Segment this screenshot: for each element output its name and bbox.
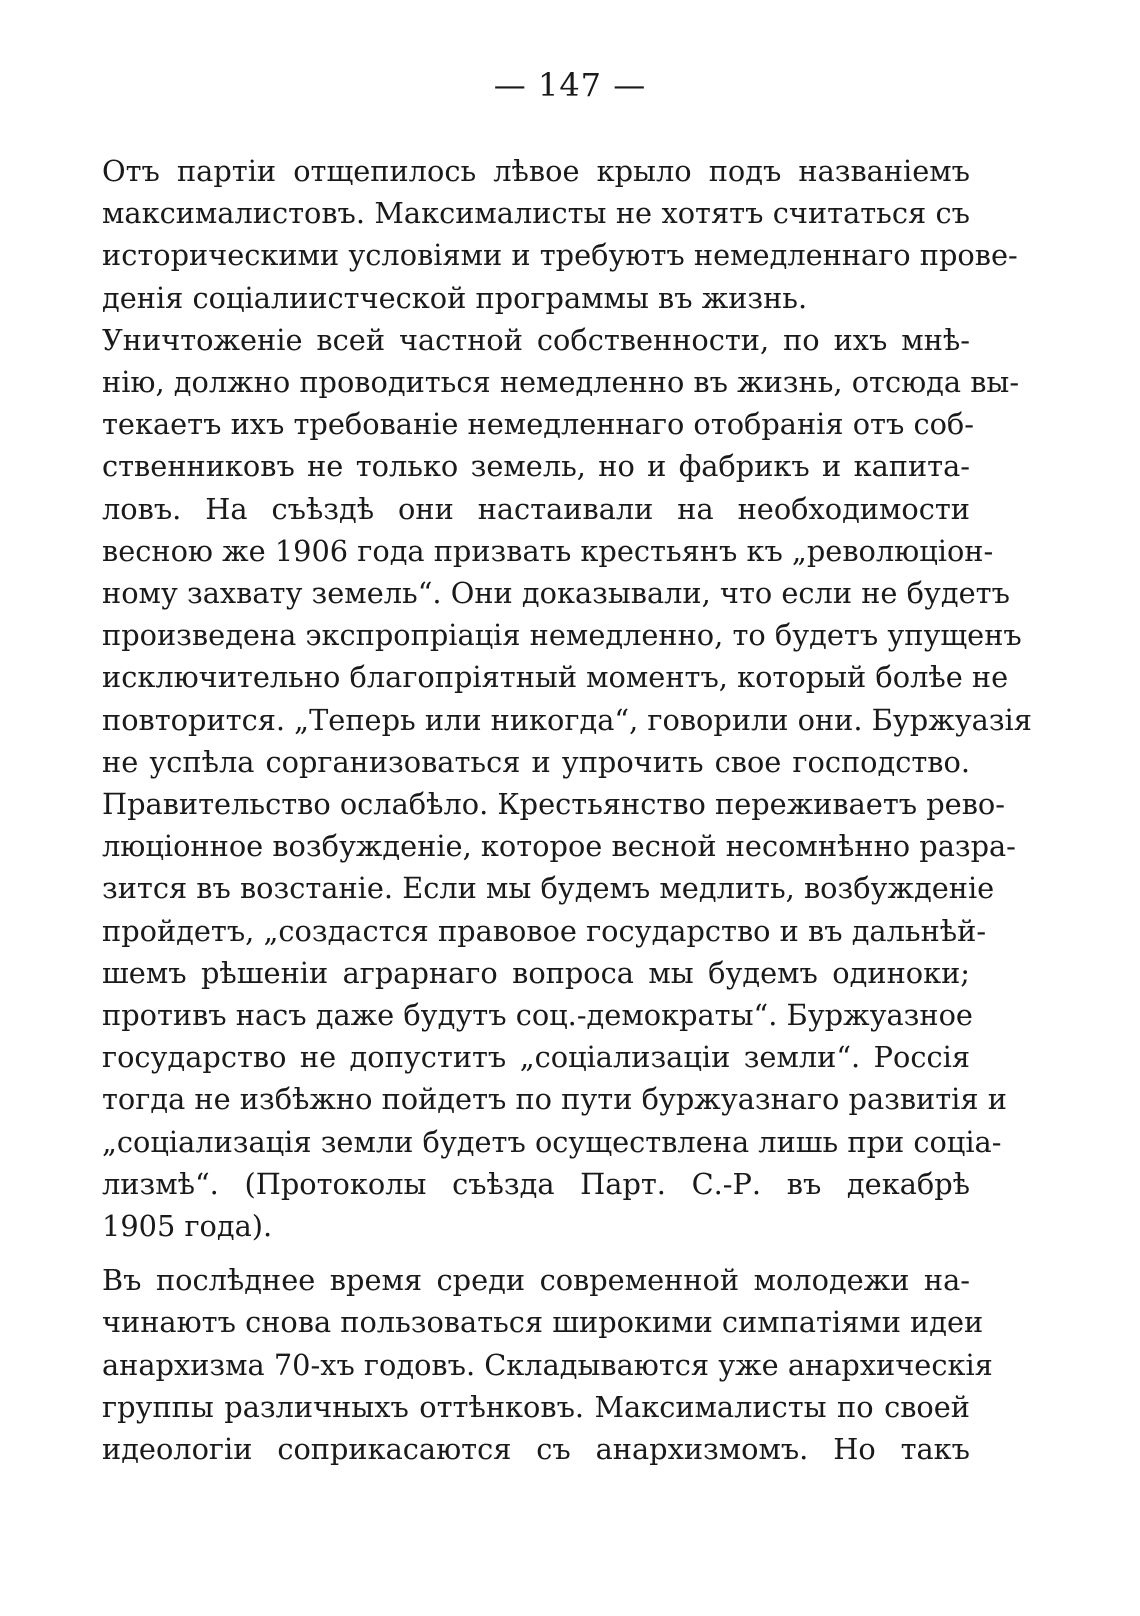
paragraph-gap	[102, 1247, 970, 1259]
text-line: люціонное возбужденіе, которое весной несомнѣнно разра-	[102, 829, 1016, 864]
text-line: лизмѣ“. (Протоколы съѣзда Парт. С.-Р. въ декабрѣ	[102, 1166, 970, 1201]
text-line: чинаютъ снова пользоваться широкими симпатіями идеи	[102, 1305, 984, 1340]
text-line: идеологіи соприкасаются съ анархизмомъ. Но такъ	[102, 1432, 970, 1467]
text-line: исключительно благопріятный моментъ, который болѣе не	[102, 660, 1009, 695]
text-line: не успѣла сорганизоваться и упрочить свое господство.	[102, 744, 970, 779]
body-text	[102, 150, 1032, 1470]
text-line: весною же 1906 года призвать крестьянъ къ „революціон-	[102, 533, 994, 568]
text-line: Уничтоженіе всей частной собственности, по ихъ мнѣ-	[102, 322, 970, 357]
text-line: историческими условіями и требуютъ немедленнаго прове-	[102, 238, 1018, 273]
text-line: государство не допуститъ „соціализаціи земли“. Россія	[102, 1040, 970, 1075]
text-line: текаетъ ихъ требованіе немедленнаго отобранія отъ соб-	[102, 407, 974, 442]
text-line: тогда не избѣжно пойдетъ по пути буржуазнаго развитія и	[102, 1082, 1007, 1117]
text-line: Отъ партіи отщепилось лѣвое крыло подъ названіемъ	[102, 154, 970, 188]
text-line: произведена экспропріація немедленно, то будетъ упущенъ	[102, 618, 1022, 653]
text-line: Въ послѣднее время среди современной молодежи на-	[102, 1263, 970, 1298]
text-line: максималистовъ. Максималисты не хотятъ считаться съ	[102, 196, 970, 231]
text-line: „соціализація земли будетъ осуществлена лишь при соціа-	[102, 1124, 1002, 1159]
text-line: группы различныхъ оттѣнковъ. Максималисты по своей	[102, 1389, 970, 1424]
text-line: шемъ рѣшеніи аграрнаго вопроса мы будемъ одиноки;	[102, 955, 970, 990]
text-line: Правительство ослабѣло. Крестьянство переживаетъ рево-	[102, 787, 1005, 822]
text-line: ственниковъ не только земель, но и фабрикъ и капита-	[102, 449, 970, 484]
paragraph-3	[102, 1259, 993, 1470]
text-line: пройдетъ, „создастся правовое государство и въ дальнѣй-	[102, 913, 987, 948]
text-line: повторится. „Теперь или никогда“, говорили они. Буржуазія	[102, 702, 1032, 737]
paragraph-2	[102, 319, 1032, 1247]
text-line: зится въ возстаніе. Если мы будемъ медлить, возбужденіе	[102, 871, 995, 906]
text-line: ловъ. На съѣздѣ они настаивали на необходимости	[102, 491, 970, 526]
text-line: анархизма 70-хъ годовъ. Складываются уже анархическія	[102, 1347, 993, 1382]
text-line: нію, должно проводиться немедленно въ жизнь, отсюда вы-	[102, 365, 1020, 400]
text-line: ному захвату земель“. Они доказывали, что если не будетъ	[102, 576, 1010, 611]
paragraph-1	[102, 150, 1018, 319]
text-line: 1905 года).	[102, 1209, 273, 1244]
text-line: противъ насъ даже будутъ соц.-демократы“. Буржуазное	[102, 998, 973, 1033]
page-number: — 147 —	[493, 66, 647, 104]
text-line: денія соціалиистческой программы въ жизнь.	[102, 280, 808, 315]
